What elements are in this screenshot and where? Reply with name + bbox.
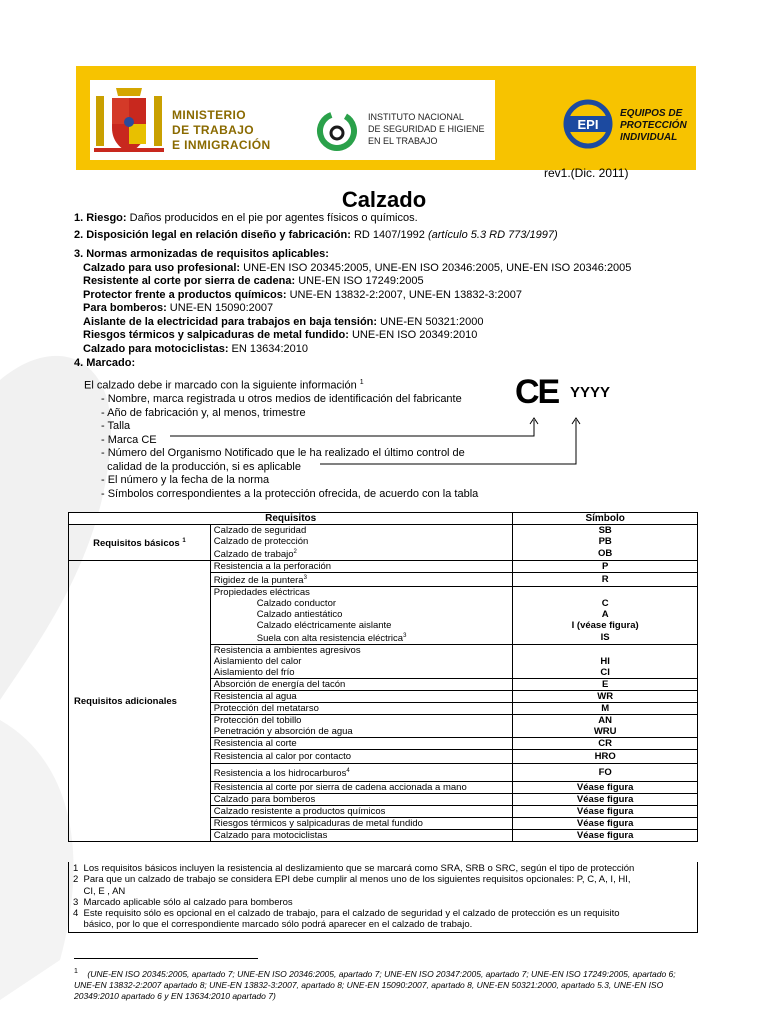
table-cell-symbol: AN [513, 715, 698, 727]
table-cell-req [210, 631, 513, 645]
table-cell-symbol: E [513, 679, 698, 691]
table-cell-symbol [513, 587, 698, 599]
norm-label: Para bomberos: [83, 302, 167, 314]
norm-item [83, 316, 714, 330]
table-cell-symbol [513, 645, 698, 657]
table-cell-symbol: WR [513, 691, 698, 703]
table-cell-req: Resistencia al corte [210, 738, 513, 750]
footnote-text: (UNE-EN ISO 20345:2005, apartado 7; UNE-EN ISO 20346:2005, apartado 7; UNE-EN ISO 20347:2005, apartado 7; UNE-EN ISO 17249:2005, apartado 6; UNE-EN 13832-2:2007 apartado 8; UNE-EN 13832-3:2007, apartado 8; UNE-EN 15090:2007, apartado 8, UNE-EN 50321:2000, apartado 5.3, UNE-EN ISO 20349:2010 apartado 6 y EN 13634:2010 apartado 7) [74, 968, 676, 1001]
norm-item [83, 275, 714, 289]
table-cell-symbol: Véase figura [513, 818, 698, 830]
norm-item [83, 262, 714, 276]
table-note: 1 Los requisitos básicos incluyen la resistencia al deslizamiento que se marcará como SRA, SRB o SRC, según el tipo de protección [73, 863, 635, 874]
norm-item [83, 289, 714, 303]
section-label: 3. Normas armonizadas de requisitos aplicables: [74, 248, 329, 260]
norm-label: Protector frente a productos químicos: [83, 288, 287, 301]
table-cell-symbol: A [513, 609, 698, 620]
norm-text: UNE-EN 50321:2000 [377, 315, 484, 328]
table-cell-symbol: Véase figura [513, 806, 698, 818]
footnote [74, 966, 694, 1002]
table-cell-req: Aislamiento del frío [210, 667, 513, 679]
section-label: 2. Disposición legal en relación diseño y fabricación: [74, 229, 351, 241]
additional-requirements-label: Requisitos adicionales [69, 561, 211, 842]
table-cell-req: Protección del metatarso [210, 703, 513, 715]
ministry-name [172, 108, 271, 153]
norm-label: Riesgos térmicos y salpicaduras de metal fundido: [83, 329, 349, 341]
coat-of-arms-icon [94, 82, 164, 158]
epi-line: EQUIPOS DE [620, 108, 683, 119]
marking-intro-text: El calzado debe ir marcado con la siguiente información [84, 379, 357, 392]
table-cell-symbol: WRU [513, 726, 698, 738]
table-cell-req: Resistencia al agua [210, 691, 513, 703]
table-notes [68, 862, 698, 933]
norm-label: Calzado para uso profesional: [83, 261, 241, 274]
requirements-table [68, 512, 698, 842]
institute-name [368, 111, 485, 147]
table-cell-req: Resistencia al corte por sierra de cadena accionada a mano [210, 782, 513, 794]
table-cell-req: Resistencia a ambientes agresivos [210, 645, 513, 657]
table-cell-symbol: IS [513, 631, 698, 645]
section-disposicion [74, 229, 714, 243]
table-cell-req: Aislamiento del calor [210, 656, 513, 667]
table-cell-symbol: HRO [513, 750, 698, 764]
page-title: Calzado [341, 187, 427, 212]
table-cell-req: Resistencia a la perforación [210, 561, 513, 573]
req-text: Suela con alta resistencia eléctrica [256, 633, 404, 645]
marking-item: - Nombre, marca registrada u otros medios de identificación del fabricante [101, 393, 462, 406]
table-cell-symbol: OB [513, 547, 698, 561]
table-cell-req: Calzado eléctricamente aislante [210, 620, 513, 631]
ministry-line: E INMIGRACIÓN [172, 138, 271, 152]
table-cell-symbol: I (véase figura) [513, 620, 698, 631]
table-cell-symbol: Véase figura [513, 794, 698, 806]
table-cell-symbol: FO [513, 764, 698, 782]
norm-text: UNE-EN ISO 20349:2010 [348, 329, 478, 341]
epi-name [620, 108, 687, 144]
table-cell-symbol: CR [513, 738, 698, 750]
table-cell-req: Propiedades eléctricas [210, 587, 513, 599]
table-note: 3 Marcado aplicable sólo al calzado para bomberos [73, 896, 293, 908]
section-riesgo [74, 212, 714, 226]
basic-requirements-label [69, 525, 211, 561]
table-cell-req [210, 573, 513, 587]
marking-item: - Talla [101, 420, 131, 433]
table-cell-symbol: C [513, 598, 698, 609]
table-cell-req: Protección del tobillo [210, 715, 513, 727]
table-cell-symbol: CI [513, 667, 698, 679]
ce-year-code: YYYY [570, 384, 611, 401]
table-cell-symbol: P [513, 561, 698, 573]
norm-item [83, 343, 714, 357]
epi-badge-text: EPI [577, 117, 599, 132]
table-cell-req: Calzado conductor [210, 598, 513, 609]
section-italic: (artículo 5.3 RD 773/1997) [427, 229, 558, 241]
table-note: básico, por lo que el correspondiente marcado sólo podrá aparecer en el calzado de trabajo. [73, 919, 473, 931]
table-note: 4 Este requisito sólo es opcional en el calzado de trabajo, para el calzado de seguridad y el calzado de protección es un requisito [73, 908, 620, 920]
norm-text: UNE-EN ISO 17249:2005 [295, 275, 424, 287]
marking-item: - Número del Organismo Notificado que le ha realizado el último control de [101, 447, 465, 460]
marking-item: - Símbolos correspondientes a la protección ofrecida, de acuerdo con la tabla [101, 487, 479, 500]
footnote-ref: 2 [293, 549, 297, 555]
marking-item: - Año de fabricación y, al menos, trimestre [101, 406, 306, 419]
section-text: RD 1407/1992 [350, 229, 428, 241]
footnote-ref: 3 [303, 575, 307, 582]
marking-item: - El número y la fecha de la norma [101, 474, 270, 487]
table-header-symbol: Símbolo [513, 513, 698, 525]
req-text: Resistencia a los hidrocarburos [213, 768, 347, 780]
table-cell-req [210, 764, 513, 782]
institute-logo-icon [316, 110, 358, 152]
institute-line: DE SEGURIDAD E HIGIENE [368, 124, 485, 134]
section-label: 1. Riesgo: [74, 212, 127, 224]
table-note: 2 Para que un calzado de trabajo se considera EPI debe cumplir al menos uno de los siguientes requisitos opcionales: P, C, A, I, HI, [73, 874, 631, 886]
table-cell-symbol: PB [513, 536, 698, 547]
norm-label: Aislante de la electricidad para trabajos en baja tensión: [83, 315, 378, 328]
table-cell-symbol: SB [513, 525, 698, 537]
footnote-ref: 3 [403, 633, 407, 640]
table-header-req: Requisitos [69, 513, 513, 525]
norm-label: Calzado para motociclistas: [83, 342, 229, 355]
table-cell-symbol: HI [513, 656, 698, 667]
ministry-line: DE TRABAJO [172, 123, 255, 137]
footnote-divider [74, 958, 258, 959]
norm-item [83, 302, 714, 316]
norm-text: UNE-EN 13832-2:2007, UNE-EN 13832-3:2007 [286, 288, 522, 301]
section-normas [74, 248, 714, 356]
epi-logo-icon [560, 96, 616, 152]
table-cell-symbol: Véase figura [513, 830, 698, 842]
revision-label: rev1.(Dic. 2011) [544, 166, 629, 180]
epi-line: INDIVIDUAL [620, 132, 678, 143]
table-cell-symbol: M [513, 703, 698, 715]
basic-label-text: Requisitos básicos [93, 538, 180, 550]
norm-item [83, 329, 714, 343]
table-cell-req: Penetración y absorción de agua [210, 726, 513, 738]
table-cell-req: Calzado para motociclistas [210, 830, 513, 842]
table-cell-req [210, 547, 513, 561]
norm-label: Resistente al corte por sierra de cadena: [83, 275, 296, 287]
norm-text: EN 13634:2010 [228, 342, 309, 355]
ministry-line: MINISTERIO [172, 108, 247, 122]
table-cell-req: Calzado para bomberos [210, 794, 513, 806]
section-label: 4. Marcado: [74, 357, 136, 369]
table-cell-req: Calzado de protección [210, 536, 513, 547]
table-cell-req: Riesgos térmicos y salpicaduras de metal fundido [210, 818, 513, 830]
footnote-ref: 1 [359, 379, 364, 386]
institute-line: INSTITUTO NACIONAL [368, 112, 464, 122]
norm-text: UNE-EN ISO 20345:2005, UNE-EN ISO 20346:2005, UNE-EN ISO 20346:2005 [240, 261, 632, 274]
ce-arrows [160, 410, 590, 470]
norm-text: UNE-EN 15090:2007 [166, 302, 274, 314]
table-cell-req: Absorción de energía del tacón [210, 679, 513, 691]
marking-item: calidad de la producción, si es aplicable [101, 460, 301, 473]
req-text: Rigidez de la puntera [213, 575, 304, 587]
table-cell-req: Calzado resistente a productos químicos [210, 806, 513, 818]
ce-mark: CE [515, 373, 559, 411]
epi-line: PROTECCIÓN [620, 120, 687, 131]
table-cell-req: Calzado de seguridad [210, 525, 513, 537]
table-cell-req: Calzado antiestático [210, 609, 513, 620]
table-cell-symbol: R [513, 573, 698, 587]
footnote-number: 1 [74, 968, 78, 975]
institute-line: EN EL TRABAJO [368, 136, 438, 146]
footnote-ref: 1 [182, 538, 186, 544]
marking-item: - Marca CE [101, 433, 157, 446]
table-note: CI, E , AN [73, 885, 126, 897]
footnote-ref: 4 [346, 768, 350, 775]
section-text: Daños producidos en el pie por agentes físicos o químicos. [126, 212, 418, 224]
req-text: Calzado de trabajo [213, 549, 294, 561]
marking-intro [84, 376, 504, 393]
table-cell-symbol: Véase figura [513, 782, 698, 794]
table-cell-req: Resistencia al calor por contacto [210, 750, 513, 764]
